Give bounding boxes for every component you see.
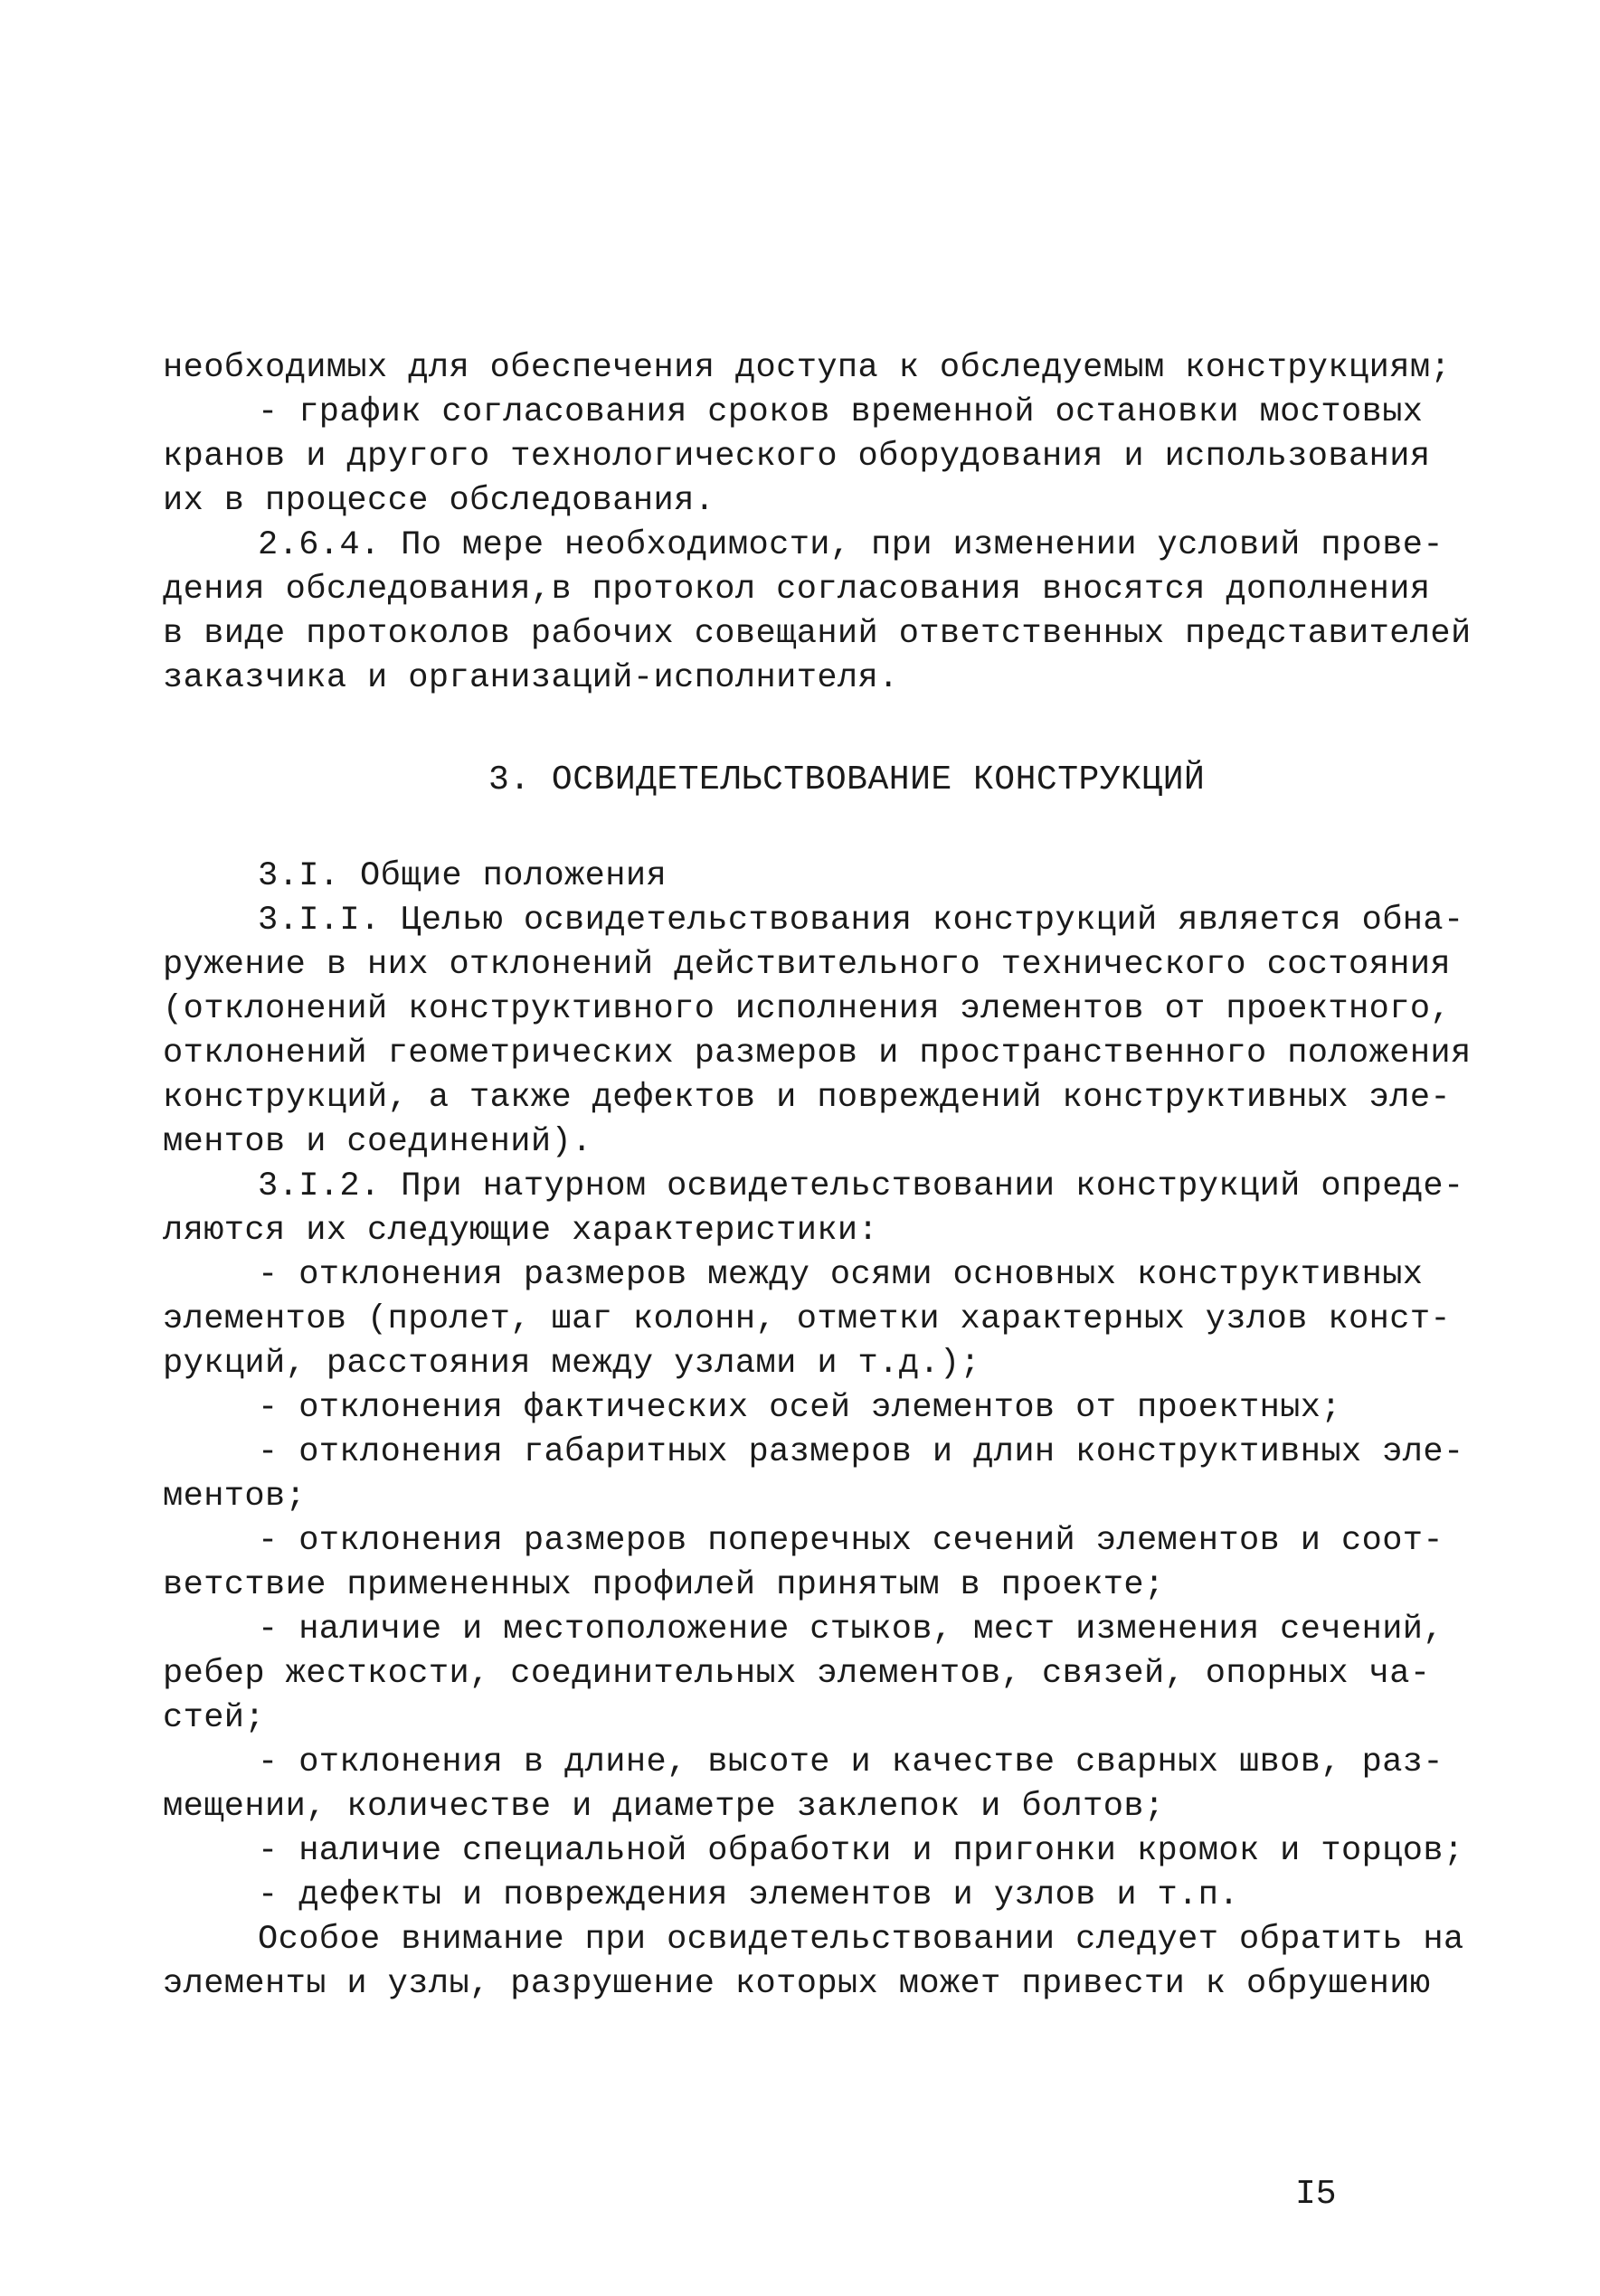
text-line: элементы и узлы, разрушение которых может привести к обрушению [163, 1965, 1431, 2003]
text-line: заказчика и организаций-исполнителя. [163, 659, 899, 697]
text-line: стей; [163, 1699, 266, 1737]
text-line: 3.I.2. При натурном освидетельствовании конструкций опреде- [258, 1167, 1464, 1205]
text-line: (отклонений конструктивного исполнения элементов от проектного, [163, 990, 1452, 1028]
page-number: I5 [1295, 2175, 1337, 2214]
list-item-line: - отклонения фактических осей элементов от проектных; [258, 1389, 1341, 1427]
text-line: их в процессе обследования. [163, 482, 715, 520]
text-line: Особое внимание при освидетельствовании следует обратить на [258, 1921, 1464, 1959]
list-item-line: - отклонения габаритных размеров и длин конструктивных эле- [258, 1433, 1464, 1471]
text-line: отклонений геометрических размеров и пространственного положения [163, 1035, 1472, 1072]
text-line: 2.6.4. По мере необходимости, при изменении условий прове- [258, 526, 1444, 564]
list-item-line: - отклонения в длине, высоте и качестве сварных швов, раз- [258, 1743, 1444, 1781]
text-line: ментов и соединений). [163, 1123, 592, 1161]
subsection-title: 3.I. Общие положения [258, 857, 667, 895]
text-line: элементов (пролет, шаг колонн, отметки характерных узлов конст- [163, 1300, 1452, 1338]
text-line: дения обследования,в протокол согласования вносятся дополнения [163, 571, 1431, 609]
list-item-line: - отклонения размеров между осями основных конструктивных [258, 1256, 1424, 1294]
text-line: ляются их следующие характеристики: [163, 1212, 879, 1250]
text-line: конструкций, а также дефектов и повреждений конструктивных эле- [163, 1079, 1452, 1117]
text-line: 3.I.I. Целью освидетельствования конструкций является обна- [258, 902, 1464, 940]
text-line: ружение в них отклонений действительного технического состояния [163, 946, 1452, 984]
text-line: кранов и другого технологического оборудования и использования [163, 438, 1431, 476]
text-line: в виде протоколов рабочих совещаний ответственных представителей [163, 615, 1472, 653]
section-heading: 3. ОСВИДЕТЕЛЬСТВОВАНИЕ КОНСТРУКЦИЙ [488, 761, 1206, 799]
text-line: - график согласования сроков временной остановки мостовых [258, 393, 1424, 431]
text-line: необходимых для обеспечения доступа к обследуемым конструкциям; [163, 349, 1452, 387]
text-line: ментов; [163, 1478, 307, 1516]
text-line: ребер жесткости, соединительных элементов, связей, опорных ча- [163, 1655, 1431, 1693]
text-line: рукций, расстояния между узлами и т.д.); [163, 1345, 981, 1383]
list-item-line: - дефекты и повреждения элементов и узлов и т.п. [258, 1876, 1239, 1914]
text-line: ветствие примененных профилей принятым в проекте; [163, 1566, 1165, 1604]
list-item-line: - наличие и местоположение стыков, мест изменения сечений, [258, 1611, 1444, 1649]
list-item-line: - отклонения размеров поперечных сечений элементов и соот- [258, 1522, 1444, 1560]
text-line: мещении, количестве и диаметре заклепок и болтов; [163, 1788, 1165, 1826]
list-item-line: - наличие специальной обработки и пригонки кромок и торцов; [258, 1832, 1464, 1870]
